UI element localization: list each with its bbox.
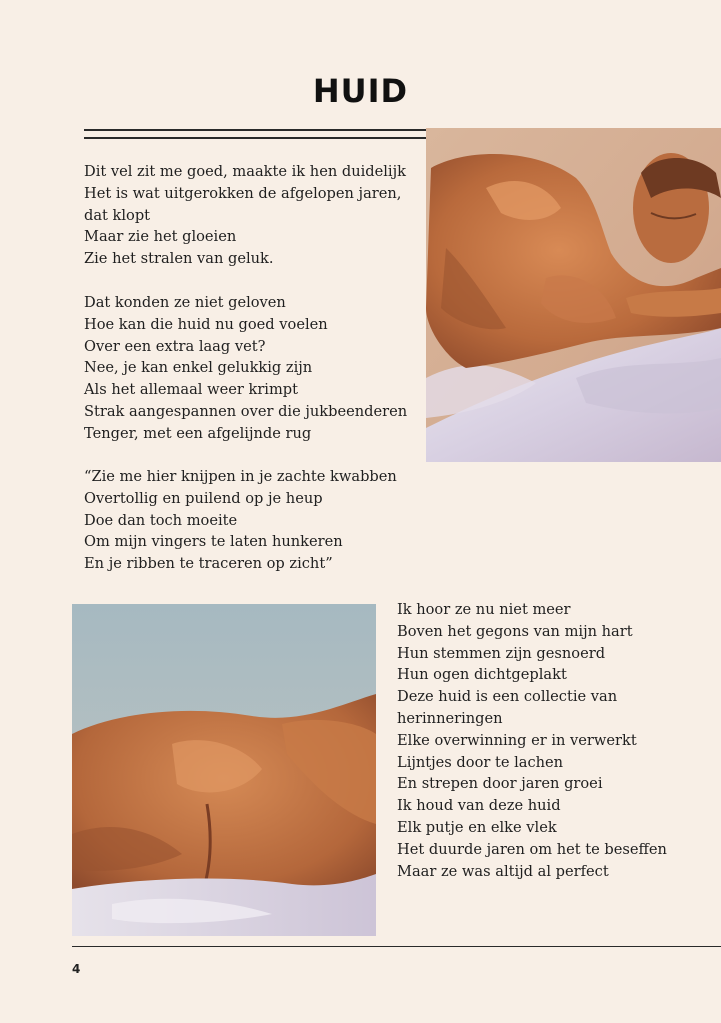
footer-rule (72, 946, 721, 947)
poem-line: Strak aangespannen over die jukbeenderen (84, 402, 408, 420)
poem-line: Boven het gegons van mijn hart (397, 622, 633, 640)
poem-line: Als het allemaal weer krimpt (84, 381, 299, 399)
poem-line: Maar zie het gloeien (84, 228, 237, 246)
poem-line: Nee, je kan enkel gelukkig zijn (84, 359, 313, 377)
poem-line: “Zie me hier knijpen in je zachte kwabben (84, 468, 397, 485)
poem-line: Lijntjes door te lachen (397, 753, 564, 771)
stanza-2 (84, 292, 407, 445)
poem-line: Hun ogen dichtgeplakt (397, 666, 567, 684)
stanza-3 (84, 466, 397, 575)
poem-line: Overtollig en puilend op je heup (84, 489, 323, 507)
stanza-4 (397, 599, 667, 882)
poem-line: Het is wat uitgerokken de afgelopen jaren, (84, 184, 402, 202)
stanza-1 (84, 161, 406, 270)
poem-line: Ik hoor ze nu niet meer (397, 601, 571, 618)
painting-back-figure (72, 604, 376, 936)
poem-line: Elke overwinning er in verwerkt (397, 731, 637, 749)
poem-line: Maar ze was altijd al perfect (397, 862, 609, 880)
poem-line: herinneringen (397, 709, 503, 727)
poem-line: Zie het stralen van geluk. (84, 250, 274, 268)
title-rule-bottom (84, 137, 426, 139)
poem-line: Over een extra laag vet? (84, 337, 266, 355)
poem-line: Dit vel zit me goed, maakte ik hen duidelijk (84, 163, 406, 180)
poem-line: Doe dan toch moeite (84, 511, 238, 529)
poem-line: Elk putje en elke vlek (397, 818, 557, 836)
poem-line: Ik houd van deze huid (397, 797, 561, 815)
poem-line: Hoe kan die huid nu goed voelen (84, 315, 328, 333)
poem-line: En strepen door jaren groei (397, 775, 603, 793)
title-rule-top (84, 129, 426, 131)
poem-line: Het duurde jaren om het te beseffen (397, 840, 667, 858)
page-number: 4 (72, 962, 81, 976)
poem-line: Dat konden ze niet geloven (84, 294, 286, 311)
poem-line: Om mijn vingers te laten hunkeren (84, 533, 343, 551)
poem-title: HUID (312, 72, 409, 110)
poem-line: Hun stemmen zijn gesnoerd (397, 644, 606, 662)
poem-line: dat klopt (84, 206, 151, 224)
poem-line: Deze huid is een collectie van (397, 688, 618, 706)
painting-reclining-figure (426, 128, 721, 462)
poem-line: En je ribben te traceren op zicht” (84, 555, 333, 573)
poem-line: Tenger, met een afgelijnde rug (84, 424, 312, 442)
